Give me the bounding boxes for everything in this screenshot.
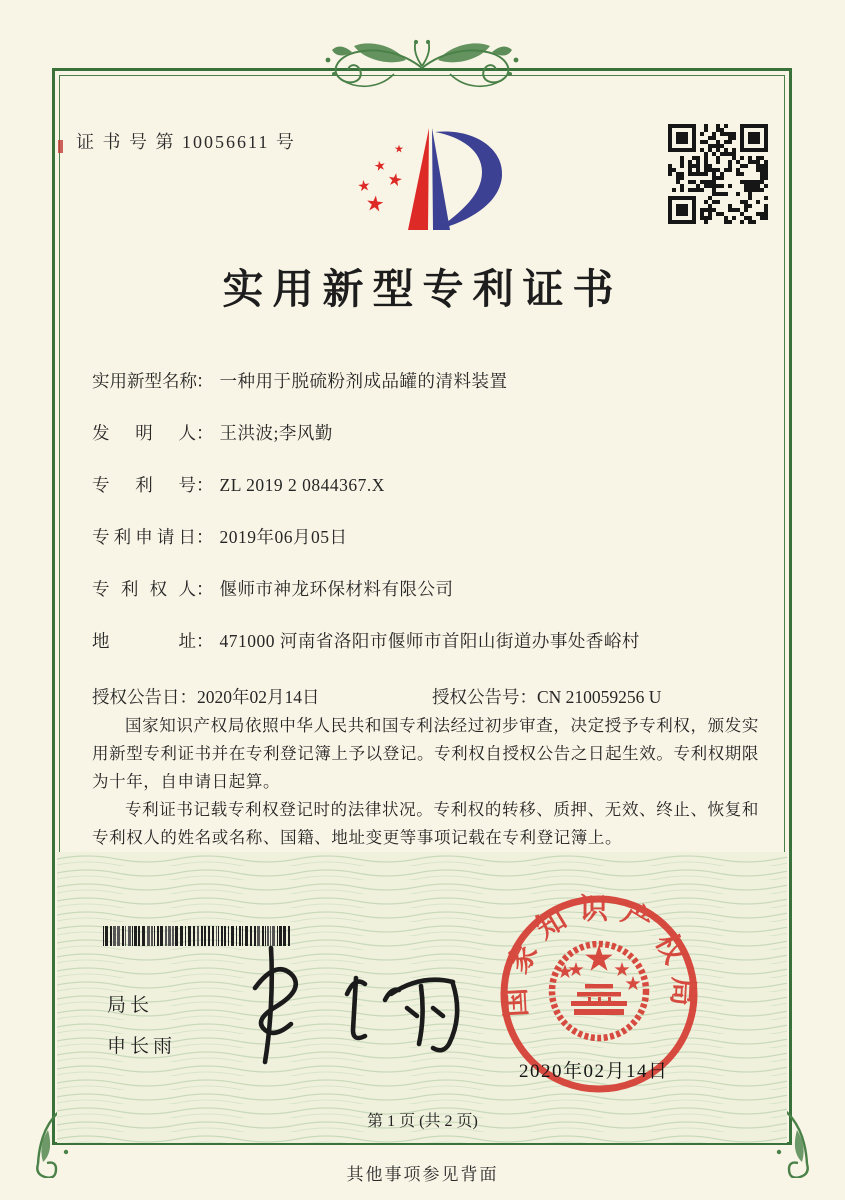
back-side-note: 其他事项参见背面: [346, 1165, 499, 1184]
field-colon: ：: [196, 475, 214, 495]
seal-text: 国家知识产权局: [499, 893, 699, 1018]
field-label: 实用新型名称: [92, 371, 197, 391]
red-print-mark: [58, 140, 63, 153]
field-label: 专利申请日: [92, 527, 196, 547]
field-colon: ：: [196, 527, 214, 547]
field-row: [92, 576, 757, 628]
field-value: 王洪波;李风勤: [219, 423, 333, 443]
field-row: [92, 368, 757, 420]
field-value: 一种用于脱硫粉剂成品罐的清料装置: [219, 371, 508, 391]
legal-paragraph-1: 国家知识产权局依照中华人民共和国专利法经过初步审查，决定授予专利权，颁发实用新型专利证书并在专利登记簿上予以登记。专利权自授权公告之日起生效。专利权期限为十年，自申请日起算。: [92, 716, 759, 791]
page-number: 第 1 页 (共 2 页): [367, 1113, 478, 1130]
top-flourish-ornament: [292, 34, 552, 100]
field-colon: ：: [196, 371, 214, 391]
field-row: [92, 524, 757, 576]
field-value: 偃师市神龙环保材料有限公司: [219, 579, 454, 599]
certificate-number: 证 书 号 第 10056611 号: [76, 132, 296, 152]
field-row: [92, 472, 757, 524]
grant-row: [92, 684, 662, 709]
field-colon: ：: [179, 687, 197, 707]
field-value: ZL 2019 2 0844367.X: [219, 475, 385, 495]
field-row: [92, 420, 757, 472]
grant-date-label: 授权公告日: [92, 687, 180, 707]
signer-block: [107, 990, 176, 1072]
field-label: 专利号: [92, 475, 196, 495]
field-colon: ：: [196, 631, 214, 651]
legal-text-block: [92, 712, 759, 852]
field-value: 2019年06月05日: [219, 527, 348, 547]
field-colon: ：: [196, 579, 214, 599]
seal-date: 2020年02月14日: [519, 1061, 669, 1082]
cnipa-logo-icon: [342, 120, 520, 236]
legal-paragraph-2: 专利证书记载专利权登记时的法律状况。专利权的转移、质押、无效、终止、恢复和专利权人的姓名或名称、国籍、地址变更等事项记载在专利登记簿上。: [92, 800, 759, 847]
grant-no-value: CN 210059256 U: [537, 687, 662, 707]
grant-date-value: 2020年02月14日: [197, 687, 320, 707]
field-label: 专利权人: [92, 579, 196, 599]
qr-code-icon: [668, 124, 768, 224]
field-colon: ：: [519, 687, 537, 707]
field-label: 地址: [92, 631, 196, 651]
certificate-title: 实用新型专利证书: [222, 266, 623, 312]
signer-title: 局长: [107, 995, 154, 1016]
handwritten-signature-icon: [225, 942, 475, 1070]
grant-no-label: 授权公告号: [432, 687, 520, 707]
field-colon: ：: [196, 423, 214, 443]
field-value: 471000 河南省洛阳市偃师市首阳山街道办事处香峪村: [219, 631, 640, 651]
field-label: 发明人: [92, 423, 196, 443]
certificate-fields: [92, 368, 757, 680]
signer-name: 申长雨: [107, 1036, 177, 1057]
field-row: [92, 628, 757, 680]
